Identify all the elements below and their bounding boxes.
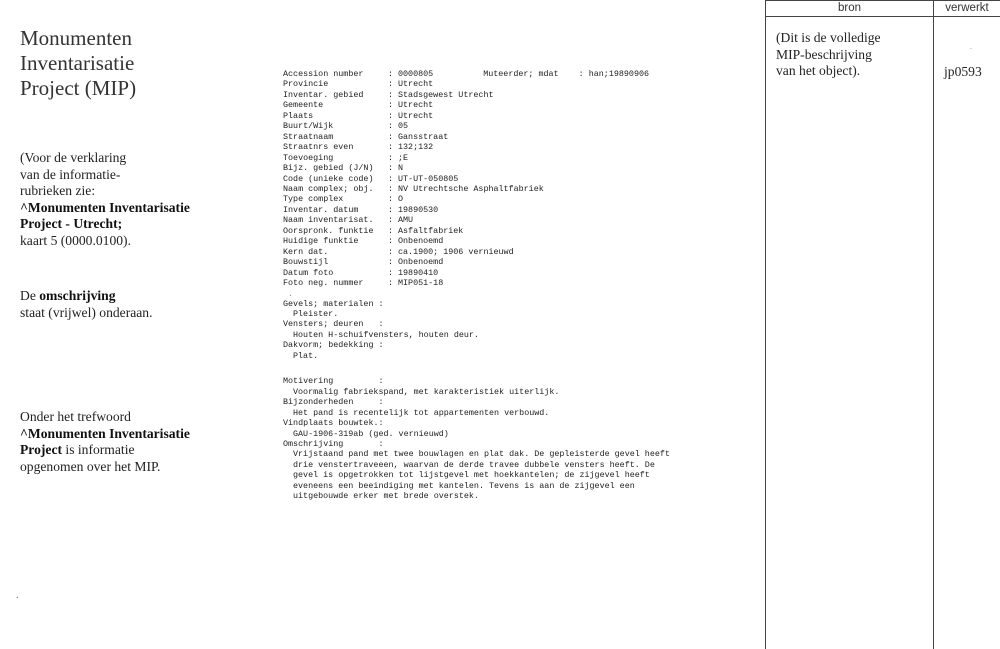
record-field-row [283,174,753,184]
record-field-row [283,111,753,121]
field-separator: : [388,236,394,247]
field-label: Naam inventarisat. [283,215,374,226]
description-line: Vrijstaand pand met twee bouwlagen en plat dak. De gepleisterde gevel heeft [293,449,670,460]
field-value: 0000805 [398,69,434,79]
field-label: Bijz. gebied (J/N) [283,163,374,174]
field-label: Type complex [283,194,344,205]
title-line: Inventarisatie [20,51,135,75]
field-value: N [398,163,404,174]
field-separator: : [388,152,394,163]
description-line: eveneens een beeindiging met kantelen. Tevens is aan de zijgevel een [293,480,635,491]
description-text [283,449,753,501]
record-field-row [283,215,753,225]
field-label: Oorspronk. funktie [283,225,374,236]
field-value: ;E [398,152,409,163]
record-field-row [283,205,753,215]
title-line: Project (MIP) [20,76,137,100]
bron-line: MIP-beschrijving [776,46,872,62]
explanation-note [20,150,260,250]
record-field-row [283,226,753,236]
record-field-row [283,79,753,89]
field-separator: : [388,257,394,268]
record-section-value: GAU-1906-319ab (ged. vernieuwd) [293,428,449,439]
field-separator: : [388,267,394,278]
record-section-value: Houten H-schuifvensters, houten deur. [293,329,479,340]
description-line: drie venstertraveeen, waarvan de derde travee dubbele vensters heeft. De [293,459,655,470]
field-separator: : [388,246,394,257]
record-field-row [283,257,753,267]
field-value: 132;132 [398,142,434,153]
field-separator: : [388,163,394,174]
note-bold: omschrijving [39,288,116,303]
field-label: Code (unieke code) [283,173,374,184]
record-section-value: Voormalig fabriekspand, met karakteristiek uiterlijk. [293,386,560,397]
field-value: NV Utrechtsche Asphaltfabriek [398,183,544,194]
field-value: Utrecht [398,100,434,111]
field-value: UT-UT-050805 [398,173,459,184]
field-label: Naam complex; obj. [283,183,374,194]
stray-dot: . [16,590,19,601]
reference-link-cont[interactable]: Project - Utrecht; [20,216,123,232]
field-value: Stadsgewest Utrecht [398,89,494,100]
record-field-row [283,194,753,204]
record-field-row [283,278,753,288]
record-small-dot: . [288,288,294,299]
field-separator: : [388,194,394,205]
record-field-row [283,100,753,110]
field-label: Inventar. datum [283,204,359,215]
field-value: 19890530 [398,204,439,215]
field-value: Onbenoemd [398,236,444,247]
record-field-row [283,121,753,131]
reference-link[interactable]: ^Monumenten Inventarisatie [20,425,190,441]
bron-text [776,30,926,80]
record-section-label: Omschrijving : [283,438,384,449]
header-bottom-rule [765,16,1000,17]
record-field-row [283,132,753,142]
field-separator: : [388,142,394,153]
reference-link[interactable]: ^Monumenten Inventarisatie [20,199,190,215]
note-line: rubrieken zie: [20,183,96,199]
column-divider [765,0,766,649]
field-extra: Muteerder; mdat : han;19890906 [483,69,650,79]
field-label: Foto neg. nummer [283,278,364,289]
field-value: AMU [398,215,414,226]
field-separator: : [388,225,394,236]
record-fields [283,69,753,289]
field-label: Straatnrs even [283,142,354,153]
record-section-label: Vindplaats bouwtek.: [283,418,384,429]
field-value: Utrecht [398,79,434,90]
note-line: (Voor de verklaring [20,150,127,165]
field-value: 05 [398,121,409,132]
field-separator: : [388,278,394,289]
record-section-label: Gevels; materialen : [283,298,384,309]
field-label: Plaats [283,110,314,121]
page-title [20,26,220,101]
field-value: O [398,194,404,205]
field-separator: : [388,204,394,215]
record-section-value: Het pand is recentelijk tot appartementen verbouwd. [293,407,550,418]
field-label: Bouwstijl [283,257,329,268]
field-label: Straatnaam [283,131,334,142]
record-section-value: Plat. [293,350,319,361]
record-field-row [283,69,753,79]
field-label: Inventar. gebied [283,89,364,100]
field-separator: : [388,121,394,132]
field-label: Buurt/Wijk [283,121,334,132]
note-line: van de informatie- [20,166,121,182]
record-field-row [283,268,753,278]
field-value: Asfaltfabriek [398,225,464,236]
verwerkt-header: verwerkt [945,2,989,14]
bron-header: bron [837,2,862,14]
note-line: kaart 5 (0000.0100). [20,232,131,248]
field-value: Onbenoemd [398,257,444,268]
field-label: Gemeente [283,100,324,111]
field-value: MIP051-18 [398,278,444,289]
field-separator: : [388,183,394,194]
record-field-row [283,142,753,152]
bron-line: (Dit is de volledige [776,30,881,45]
note-line: staat (vrijwel) onderaan. [20,304,153,320]
record-field-row [283,90,753,100]
record-field-row [283,153,753,163]
record-section-label: Bijzonderheden : [283,397,384,408]
verwerkt-dot: . [970,42,972,51]
description-line: uitgebouwde erker met brede overstek. [293,491,479,502]
field-label: Kern dat. [283,246,329,257]
title-line: Monumenten [20,26,132,50]
note-line: opgenomen over het MIP. [20,458,161,474]
field-label: Datum foto [283,267,334,278]
field-label: Toevoeging [283,152,334,163]
note-text: is informatie [62,442,135,458]
field-separator: : [388,173,394,184]
note-line: Onder het trefwoord [20,409,131,424]
record-field-row [283,184,753,194]
description-line: gevel is opgetrokken tot lijstgevel met hoekkantelen; de zijgevel heeft [293,470,650,481]
field-separator: : [388,215,394,226]
field-label: Provincie [283,79,329,90]
bron-line: van het object). [776,63,861,79]
field-separator: : [388,100,394,111]
field-separator: : [388,69,394,79]
note-text: De [20,288,40,303]
record-field-row [283,163,753,173]
field-value: 19890410 [398,267,439,278]
field-value: Gansstraat [398,131,449,142]
field-separator: : [388,131,394,142]
description-note [20,288,260,321]
field-label: Huidige funktie [283,236,359,247]
field-value: Utrecht [398,110,434,121]
record-field-row [283,247,753,257]
record-section-label: Motivering : [283,376,384,387]
field-value: ca.1900; 1906 vernieuwd [398,246,514,257]
field-separator: : [388,79,394,90]
record-section-value: Pleister. [293,308,339,319]
field-separator: : [388,110,394,121]
field-separator: : [388,89,394,100]
column-divider [933,0,934,649]
reference-link-cont[interactable]: Project [20,442,63,458]
record-section-label: Vensters; deuren : [283,319,384,330]
monument-record [283,69,753,502]
record-field-row [283,236,753,246]
record-section-label: Dakvorm; bedekking : [283,340,384,351]
verwerkt-value: jp0593 [944,64,982,79]
field-label: Accession number [283,69,364,79]
keyword-note [20,409,260,475]
